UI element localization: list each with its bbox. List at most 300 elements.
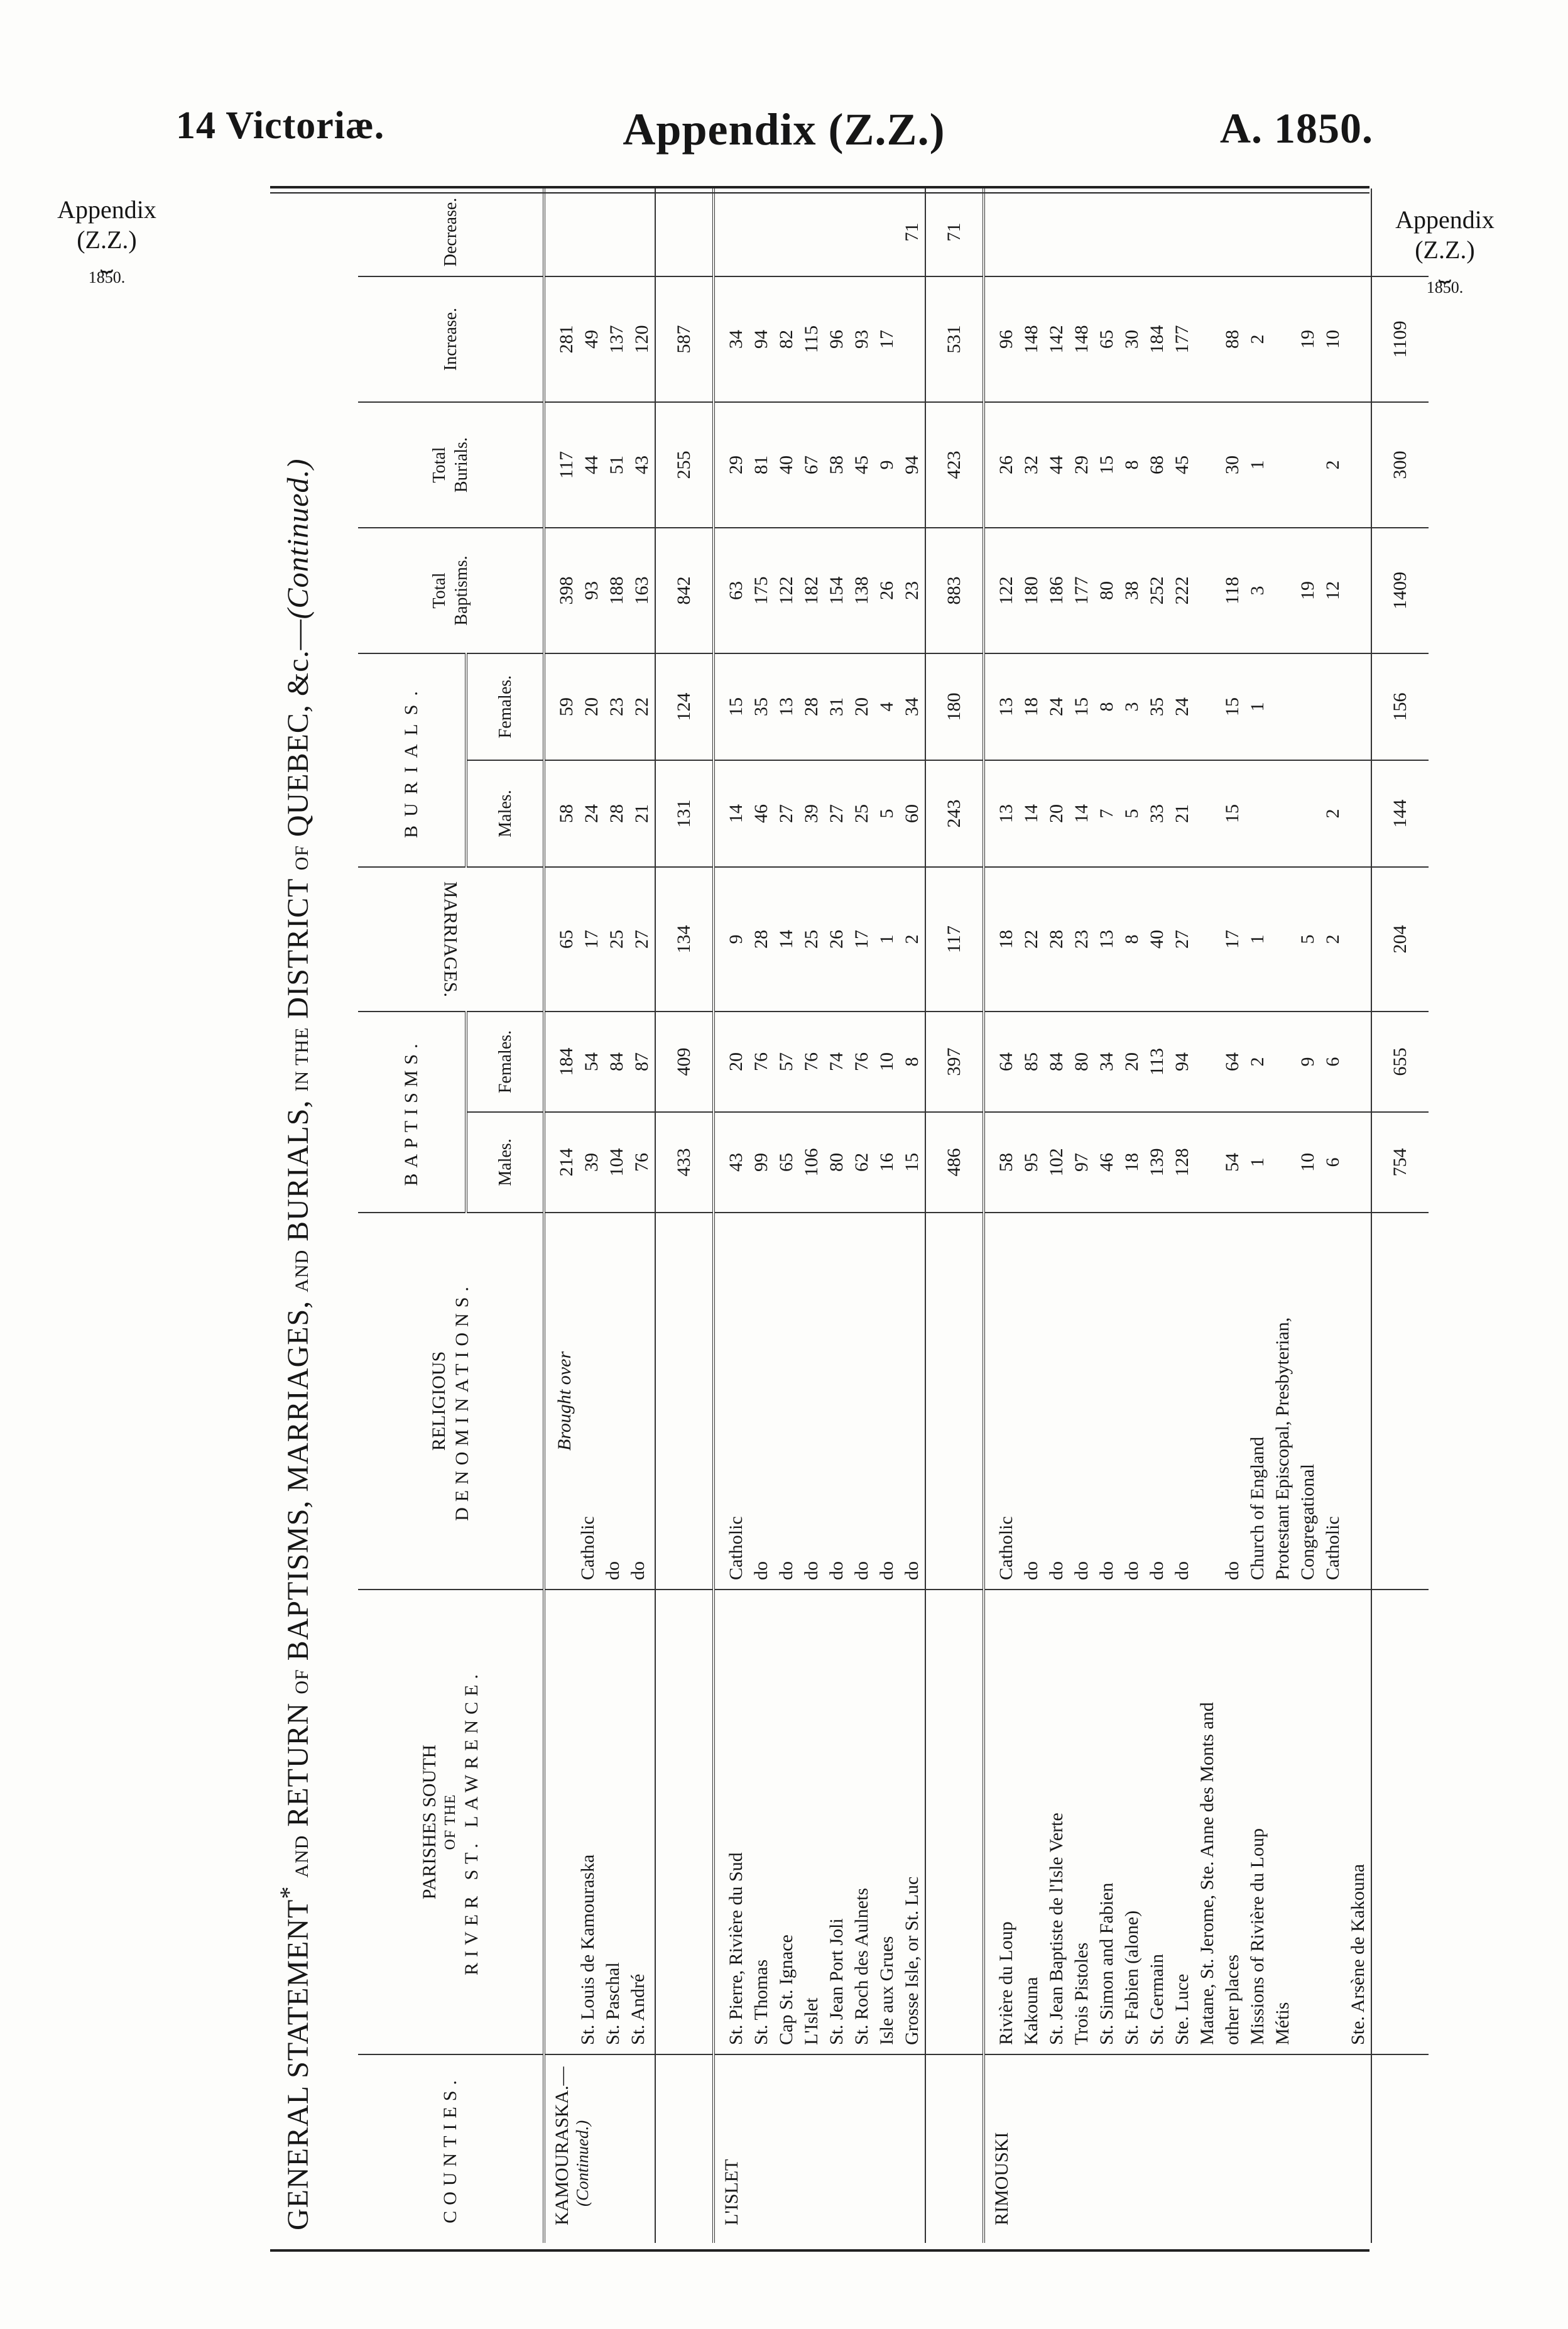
parish-name: St. Thomas [751, 1959, 771, 2045]
denomination: Catholic [1322, 1516, 1343, 1580]
value: 142 [1046, 325, 1067, 354]
value: 14 [1071, 804, 1092, 823]
value: 80 [826, 1153, 847, 1172]
parish-name: Ste. Arsène de Kakouna [1348, 1863, 1368, 2045]
margin-note-right-year: 1850. [1426, 278, 1464, 297]
value: 2 [1322, 809, 1343, 819]
value: 180 [1021, 576, 1042, 605]
value [1245, 761, 1270, 866]
total-bap-m: 754 [1371, 1112, 1429, 1213]
value [724, 188, 749, 276]
denomination [1346, 1213, 1371, 1589]
value: 87 [631, 1052, 652, 1071]
value: 96 [996, 329, 1016, 349]
title-star: * [275, 1885, 303, 1899]
col-bap-m-cell [714, 1112, 925, 1213]
value: 34 [901, 697, 922, 716]
value [1195, 528, 1220, 653]
value: 40 [1146, 930, 1167, 949]
value: 14 [1021, 804, 1042, 823]
value: 2 [1247, 1057, 1268, 1067]
parish-name: Matane, St. Jerome, Ste. Anne des Monts and [1197, 1702, 1217, 2045]
value: 27 [826, 804, 847, 823]
total-marriages: 134 [655, 867, 714, 1012]
col-marriages [358, 867, 544, 1012]
col-increase-cell [984, 276, 1371, 402]
margin-note-right-line2: (Z.Z.) [1415, 236, 1475, 264]
value: 24 [1046, 697, 1067, 716]
total-decrease [655, 188, 714, 276]
value: 17 [876, 329, 897, 349]
value: 20 [726, 1052, 746, 1071]
parish-name: Missions of Rivière du Loup [1247, 1828, 1268, 2045]
bottom-rule [270, 2249, 1369, 2252]
total-bap-m: 486 [925, 1112, 984, 1213]
value: 39 [801, 804, 822, 823]
value: 94 [901, 455, 922, 474]
parish-name: St. Pierre, Rivière du Sud [726, 1852, 746, 2045]
title-part3: BAPTISMS, MARRIAGES, [281, 1300, 315, 1661]
title-part5: DISTRICT [281, 878, 315, 1019]
col-bap-f-cell [714, 1012, 925, 1112]
value: 2 [1322, 460, 1343, 470]
value [1295, 403, 1320, 527]
value: 15 [1222, 804, 1243, 823]
col-tot-bap-cell [544, 528, 655, 653]
parish-name: Métis [1272, 2002, 1293, 2045]
value: 184 [556, 1047, 577, 1076]
title-part1: GENERAL STATEMENT [281, 1899, 315, 2230]
value [1270, 403, 1295, 527]
total-blank-cell [655, 1213, 714, 1590]
parish-name: St. André [628, 1973, 648, 2045]
value: 21 [1172, 804, 1192, 823]
value: 6 [1322, 1157, 1343, 1167]
value: 139 [1146, 1148, 1167, 1177]
value: 4 [876, 702, 897, 712]
value: 1 [1247, 702, 1268, 712]
value: 84 [1046, 1052, 1067, 1071]
county-cell [984, 2054, 1371, 2243]
value: 26 [826, 930, 847, 949]
parish-name: St. Paschal [602, 1962, 623, 2045]
value: 1 [1247, 934, 1268, 944]
col-decrease-cell [714, 188, 925, 276]
value [1044, 188, 1069, 276]
col-total-baptisms-line2: Baptisms. [452, 555, 471, 626]
col-burials-males: Males. [466, 760, 544, 867]
value: 46 [1096, 1153, 1117, 1172]
value: 104 [606, 1148, 627, 1177]
value: 29 [1071, 455, 1092, 474]
col-tot-bur-cell [984, 402, 1371, 528]
value: 29 [726, 455, 746, 474]
parish-name [1320, 1590, 1346, 2054]
value: 93 [851, 329, 872, 349]
total-bur-m: 144 [1371, 760, 1429, 867]
value: 84 [606, 1052, 627, 1071]
value: 1 [1247, 1157, 1268, 1167]
value: 6 [1322, 1057, 1343, 1067]
value [900, 277, 925, 401]
value: 222 [1172, 576, 1192, 605]
value: 65 [776, 1153, 797, 1172]
col-tot-bap-cell [984, 528, 1371, 653]
value: 120 [631, 325, 652, 354]
value: 43 [631, 455, 652, 474]
value: 13 [1096, 930, 1117, 949]
value: 81 [751, 455, 771, 474]
value [579, 188, 604, 276]
value: 60 [901, 804, 922, 823]
denomination: do [901, 1561, 922, 1580]
county-cell [714, 2054, 925, 2243]
value: 281 [556, 325, 577, 354]
value: 24 [581, 804, 602, 823]
value: 8 [1096, 702, 1117, 712]
total-blank-cell [1371, 2054, 1429, 2243]
value [799, 188, 824, 276]
col-decrease-cell [544, 188, 655, 276]
denomination: do [1046, 1561, 1067, 1580]
value: 137 [606, 325, 627, 354]
value: 93 [581, 581, 602, 600]
denomination [1195, 1213, 1220, 1589]
value: 38 [1121, 581, 1142, 600]
value: 122 [776, 576, 797, 605]
value: 35 [751, 697, 771, 716]
value: 58 [996, 1153, 1016, 1172]
value: 82 [776, 329, 797, 349]
total-bur-f: 156 [1371, 653, 1429, 760]
value: 14 [776, 930, 797, 949]
value [1195, 761, 1220, 866]
value: 113 [1146, 1048, 1167, 1076]
value [1270, 277, 1295, 401]
parish-name: Isle aux Grues [876, 1936, 897, 2045]
section-total-row [925, 188, 984, 2243]
denomination: do [876, 1561, 897, 1580]
parish-name: Trois Pistoles [1071, 1942, 1092, 2045]
value [1195, 403, 1220, 527]
value: 62 [851, 1153, 872, 1172]
value: 58 [826, 455, 847, 474]
value [1195, 654, 1220, 760]
statement-body [544, 188, 1429, 2243]
value: 102 [1046, 1148, 1067, 1177]
value [774, 188, 799, 276]
value: 76 [801, 1052, 822, 1071]
parish-name: St. Roch des Aulnets [851, 1887, 872, 2045]
county-cell [544, 2054, 655, 2243]
total-tot-bur: 423 [925, 402, 984, 528]
parish-name: St. Germain [1146, 1954, 1167, 2045]
denomination: do [751, 1561, 771, 1580]
value: 76 [751, 1052, 771, 1071]
value: 15 [1096, 455, 1117, 474]
total-bur-m: 243 [925, 760, 984, 867]
col-parishes-line1: PARISHES SOUTH [418, 1744, 440, 1900]
value: 118 [1222, 577, 1243, 604]
section-total-row [655, 188, 714, 2243]
denomination: Catholic [726, 1516, 746, 1580]
col-increase: Increase. [358, 276, 544, 402]
value: 40 [776, 455, 797, 474]
col-burials: BURIALS. [358, 653, 466, 867]
county-note: (Continued.) [573, 2120, 592, 2206]
value: 76 [851, 1052, 872, 1071]
value [1270, 868, 1295, 1011]
value: 30 [1121, 329, 1142, 349]
value: 7 [1096, 809, 1117, 819]
denomination: do [1096, 1561, 1117, 1580]
col-total-burials [358, 402, 544, 528]
value: 13 [996, 804, 1016, 823]
value: 12 [1322, 581, 1343, 600]
value: 154 [826, 576, 847, 605]
denomination: Catholic [996, 1516, 1016, 1580]
value: 115 [801, 325, 822, 353]
value: 21 [631, 804, 652, 823]
value: 15 [1071, 697, 1092, 716]
value: 117 [556, 451, 577, 479]
title-of2: OF [291, 845, 312, 871]
parishes-cell [984, 1590, 1371, 2054]
col-marriages-cell [544, 867, 655, 1012]
total-tot-bap: 1409 [1371, 528, 1429, 653]
value: 34 [1096, 1052, 1117, 1071]
value: 51 [606, 455, 627, 474]
value: 186 [1046, 576, 1067, 605]
value: 1 [1247, 460, 1268, 470]
value: 45 [851, 455, 872, 474]
value [1320, 188, 1346, 276]
margin-note-left-year: 1850. [88, 268, 126, 287]
value: 128 [1172, 1148, 1192, 1177]
col-bur-m-cell [544, 760, 655, 867]
value: 31 [826, 697, 847, 716]
col-bap-m-cell [544, 1112, 655, 1213]
total-tot-bur: 300 [1371, 402, 1429, 528]
value: 65 [1096, 329, 1117, 349]
value: 25 [851, 804, 872, 823]
value: 32 [1021, 455, 1042, 474]
value [994, 188, 1019, 276]
col-tot-bur-cell [714, 402, 925, 528]
value: 3 [1247, 586, 1268, 596]
value: 57 [776, 1052, 797, 1071]
value: 14 [726, 804, 746, 823]
parish-name: L'Islet [801, 1997, 822, 2045]
title-inthe: IN THE [291, 1027, 312, 1092]
value: 80 [1071, 1052, 1092, 1071]
section-total-row [1371, 188, 1429, 2243]
value: 64 [996, 1052, 1016, 1071]
value: 39 [581, 1153, 602, 1172]
denomination: Catholic [577, 1516, 598, 1580]
denomination: Church of England [1247, 1436, 1268, 1580]
col-baptisms-females: Females. [466, 1012, 544, 1112]
total-bap-f: 409 [655, 1012, 714, 1112]
value: 58 [556, 804, 577, 823]
title-part6: QUEBEC, &c.— [281, 619, 315, 837]
total-tot-bap: 842 [655, 528, 714, 653]
value: 10 [876, 1052, 897, 1071]
value: 28 [801, 697, 822, 716]
value [1320, 654, 1346, 760]
value: 8 [901, 1057, 922, 1067]
col-bap-f-cell [984, 1012, 1371, 1112]
value [1270, 654, 1295, 760]
col-bur-m-cell [714, 760, 925, 867]
value: 13 [996, 697, 1016, 716]
section-row [714, 188, 925, 2243]
col-baptisms: BAPTISMS. [358, 1012, 466, 1213]
col-marriages-label: MARRIAGES. [440, 881, 461, 998]
parish-name: St. Jean Port Joli [826, 1918, 847, 2045]
value: 46 [751, 804, 771, 823]
title-of1: OF [291, 1669, 312, 1694]
parish-name: St. Fabien (alone) [1121, 1910, 1142, 2045]
value: 65 [556, 930, 577, 949]
value: 49 [581, 329, 602, 349]
value [1069, 188, 1094, 276]
value: 18 [996, 930, 1016, 949]
value: 97 [1071, 1153, 1092, 1172]
denomination: do [776, 1561, 797, 1580]
title-and1: AND [291, 1835, 312, 1878]
value: 2 [901, 934, 922, 944]
value: 19 [1297, 581, 1318, 600]
value: 182 [801, 576, 822, 605]
denomination: do [1071, 1561, 1092, 1580]
total-tot-bur: 255 [655, 402, 714, 528]
value: 15 [901, 1153, 922, 1172]
denominations-cell [714, 1213, 925, 1590]
value: 63 [726, 581, 746, 600]
total-increase: 1109 [1371, 276, 1429, 402]
value: 18 [1021, 697, 1042, 716]
value: 94 [1172, 1052, 1192, 1071]
title-and2: AND [291, 1249, 312, 1292]
parish-name: Rivière du Loup [996, 1921, 1016, 2045]
value: 23 [901, 581, 922, 600]
value [1270, 1012, 1295, 1111]
col-denominations [358, 1213, 544, 1590]
value: 30 [1222, 455, 1243, 474]
title-part2: RETURN [281, 1702, 315, 1827]
total-blank-cell [1371, 1590, 1429, 2054]
value: 27 [631, 930, 652, 949]
value: 59 [556, 697, 577, 716]
header-session: 14 Victoriæ. [176, 104, 385, 147]
value: 19 [1297, 329, 1318, 349]
total-tot-bap: 883 [925, 528, 984, 653]
value: 8 [1121, 460, 1142, 470]
value: 398 [556, 576, 577, 605]
col-denominations-line2: DENOMINATIONS. [452, 1281, 472, 1521]
value: 85 [1021, 1052, 1042, 1071]
col-bur-f-cell [544, 653, 655, 760]
parish-name [1295, 1590, 1320, 2054]
value [604, 188, 629, 276]
value: 5 [876, 809, 897, 819]
value: 27 [1172, 930, 1192, 949]
value: 25 [606, 930, 627, 949]
value: 9 [1297, 1057, 1318, 1067]
col-baptisms-males: Males. [466, 1112, 544, 1213]
col-total-baptisms-line1: Total [430, 572, 449, 609]
value [1295, 188, 1320, 276]
value: 34 [726, 329, 746, 349]
denomination: do [1222, 1561, 1243, 1580]
value: 17 [581, 930, 602, 949]
parish-name: St. Jean Baptiste de l'Isle Verte [1046, 1813, 1067, 2045]
value: 175 [751, 576, 771, 605]
col-bap-m-cell [984, 1112, 1371, 1213]
value: 33 [1146, 804, 1167, 823]
title-part4: BURIALS, [281, 1099, 315, 1241]
margin-note-left-line1: Appendix [57, 195, 156, 224]
value: 1 [876, 934, 897, 944]
value: 25 [801, 930, 822, 949]
table-title [274, 195, 343, 2230]
value: 5 [1121, 809, 1142, 819]
value: 54 [1222, 1153, 1243, 1172]
margin-note-left-line2: (Z.Z.) [77, 226, 137, 254]
value: 95 [1021, 1153, 1042, 1172]
value: 148 [1021, 325, 1042, 354]
value: 67 [801, 455, 822, 474]
col-decrease: Decrease. [358, 188, 544, 276]
brace-icon: ⏟ [1438, 259, 1452, 283]
value: 96 [826, 329, 847, 349]
col-bur-f-cell [984, 653, 1371, 760]
value: 20 [851, 697, 872, 716]
col-increase-cell [714, 276, 925, 402]
value [1270, 188, 1295, 276]
value [1270, 761, 1295, 866]
denomination: Congregational [1297, 1464, 1318, 1580]
col-bur-f-cell [714, 653, 925, 760]
value: 163 [631, 576, 652, 605]
value: 188 [606, 576, 627, 605]
value: 28 [606, 804, 627, 823]
denomination: do [851, 1561, 872, 1580]
total-marriages: 117 [925, 867, 984, 1012]
value [1170, 188, 1195, 276]
value [554, 188, 579, 276]
value: 28 [751, 930, 771, 949]
value: 5 [1297, 934, 1318, 944]
denominations-cell [544, 1213, 655, 1590]
value: 17 [851, 930, 872, 949]
col-bap-f-cell [544, 1012, 655, 1112]
total-blank-cell [925, 2054, 984, 2243]
value [749, 188, 774, 276]
header-appendix: Appendix (Z.Z.) [623, 104, 945, 155]
county-name: KAMOURASKA.— [552, 2066, 572, 2225]
value: 15 [1222, 697, 1243, 716]
value: 148 [1071, 325, 1092, 354]
col-burials-females: Females. [466, 653, 544, 760]
total-decrease [1371, 188, 1429, 276]
value [1094, 188, 1119, 276]
total-increase: 587 [655, 276, 714, 402]
total-decrease: 71 [925, 188, 984, 276]
total-bur-f: 180 [925, 653, 984, 760]
value [629, 188, 655, 276]
